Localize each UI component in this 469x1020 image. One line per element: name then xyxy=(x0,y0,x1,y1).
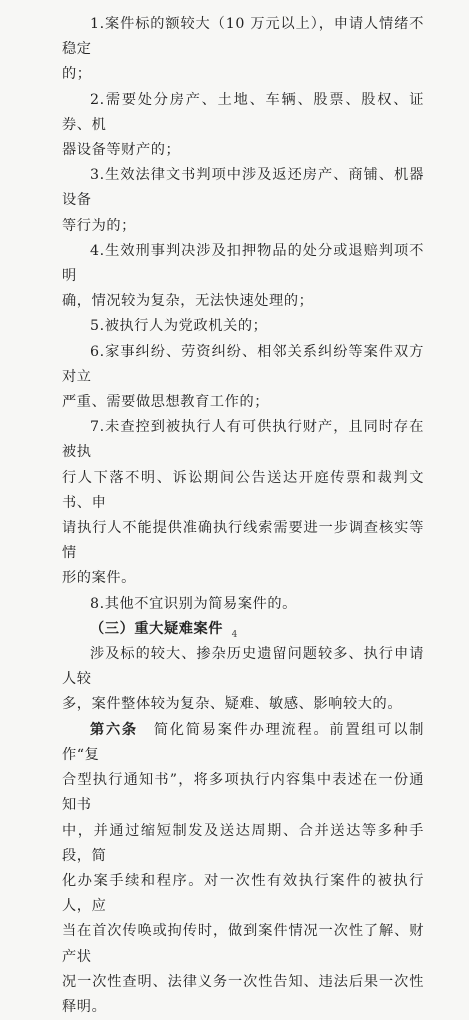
line: 多，案件整体较为复杂、疑难、敏感、影响较大的。 xyxy=(62,696,403,713)
line: 当在首次传唤或拘传时，做到案件情况一次性了解、财产状 xyxy=(62,923,424,965)
line: 等行为的； xyxy=(62,217,136,234)
list-item-4 xyxy=(62,239,424,315)
line: 4.生效刑事判决涉及扣押物品的处分或退赔判项不明 xyxy=(62,242,424,285)
line: 行人下落不明、诉讼期间公告送达开庭传票和裁判文书、申 xyxy=(62,469,424,511)
line: 严重、需要做思想教育工作的； xyxy=(62,394,270,411)
list-item-5 xyxy=(62,314,424,339)
section-heading-major-cases: （三）重大疑难案件 xyxy=(90,620,224,637)
list-item-7 xyxy=(62,415,424,591)
line: 形的案件。 xyxy=(62,570,136,587)
line: 请执行人不能提供准确执行线索需要进一步调查核实等情 xyxy=(62,520,424,562)
line: 2.需要处分房产、土地、车辆、股票、股权、证券、机 xyxy=(62,91,424,133)
list-item-2 xyxy=(62,88,424,164)
page-number: 4 xyxy=(231,630,238,640)
article-label: 第六条 xyxy=(90,721,138,738)
list-item-3 xyxy=(62,163,424,239)
list-item-6 xyxy=(62,340,424,416)
list-item-8 xyxy=(62,592,424,617)
line: 5.被执行人为党政机关的； xyxy=(90,318,268,335)
line: 器设备等财产的； xyxy=(62,142,181,159)
line: 确，情况较为复杂，无法快速处理的； xyxy=(62,293,314,310)
list-item-1 xyxy=(62,12,424,88)
line: 的； xyxy=(62,66,92,83)
article-six-first-line xyxy=(62,718,424,768)
line: 中，并通过缩短制发及送达周期、合并送达等多种手段，简 xyxy=(62,822,424,864)
paragraph-major-cases xyxy=(62,642,424,718)
line: 合型执行通知书”，将多项执行内容集中表述在一份通知书 xyxy=(62,772,424,814)
line: 1.案件标的额较大（10 万元以上），申请人情绪不稳定 xyxy=(62,16,424,58)
article-six-text: 简化简易案件办理流程。前置组可以制作“复 xyxy=(62,721,424,763)
line: 8.其他不宜识别为简易案件的。 xyxy=(90,595,297,612)
line: 况一次性查明、法律义务一次性告知、违法后果一次性释明。 xyxy=(62,973,424,1015)
line: 6.家事纠纷、劳资纠纷、相邻关系纠纷等案件双方对立 xyxy=(62,343,424,385)
line: 7.未查控到被执行人有可供执行财产，且同时存在被执 xyxy=(62,419,424,461)
document-body xyxy=(62,12,424,1020)
line: 化办案手续和程序。对一次性有效执行案件的被执行人，应 xyxy=(62,872,424,915)
line: 3.生效法律文书判项中涉及返还房产、商铺、机器设备 xyxy=(62,167,424,209)
line: 涉及标的较大、掺杂历史遗留问题较多、执行申请人较 xyxy=(62,646,424,688)
article-six xyxy=(62,718,424,1020)
